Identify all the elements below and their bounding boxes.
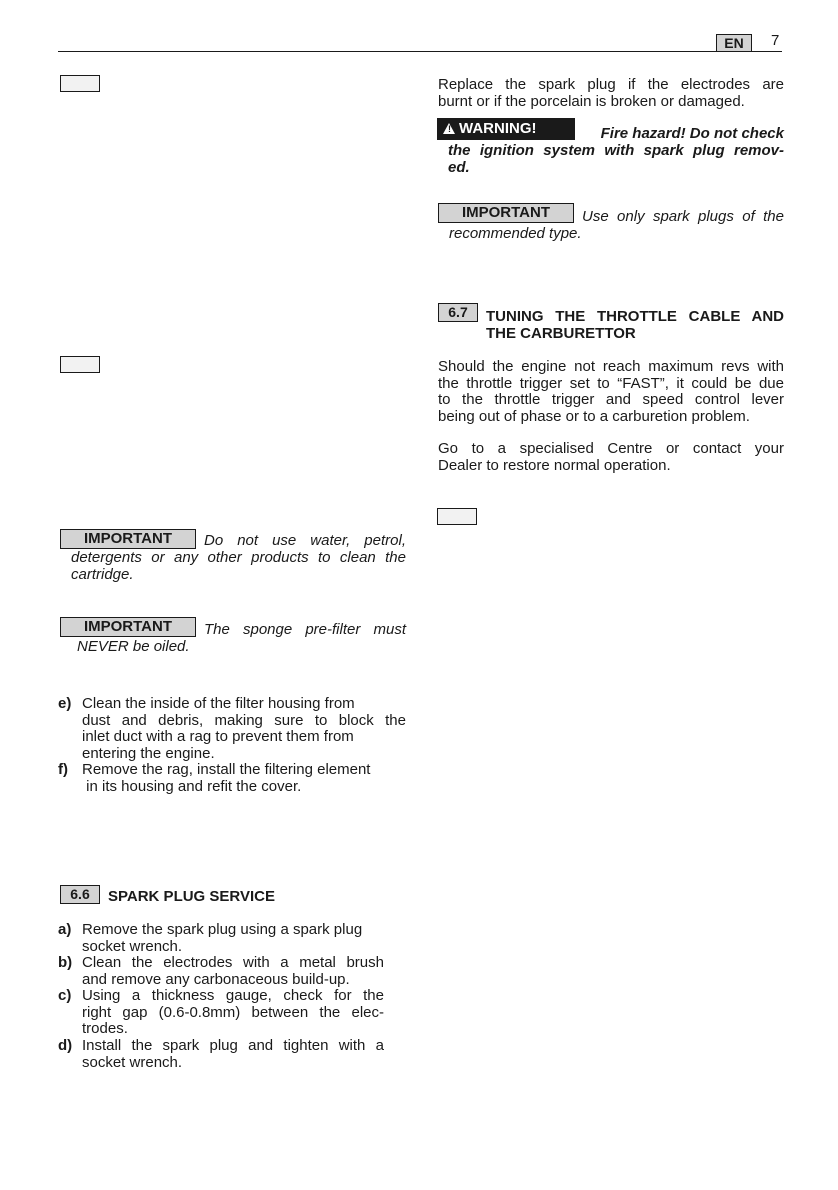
body-text-line: Dealer to restore normal operation.	[438, 456, 671, 474]
item-letter: b)	[58, 954, 73, 971]
figure-ref-box	[437, 508, 477, 525]
list-item	[58, 988, 384, 1038]
item-line: Install the spark plug and tighten with a	[82, 1037, 384, 1054]
important-text-line: detergents or any other products to clean the	[71, 549, 406, 566]
section-number: 6.6	[60, 885, 100, 904]
header-rule	[58, 51, 782, 52]
page-number: 7	[771, 32, 780, 49]
section-title: THE CARBURETTOR	[486, 325, 636, 342]
warning-text-line: the ignition system with spark plug remov-	[448, 142, 784, 159]
body-text-line: the throttle trigger set to “FAST”, it could be due	[438, 374, 784, 392]
body-text-line: being out of phase or to a carburetion problem.	[438, 407, 750, 425]
item-letter: a)	[58, 921, 72, 938]
item-line: socket wrench.	[82, 1053, 183, 1071]
important-text-line: Do not use water, petrol,	[204, 532, 406, 549]
section-title: TUNING THE THROTTLE CABLE AND	[486, 308, 784, 325]
item-line: and remove any carbonaceous build-up.	[82, 970, 350, 988]
paragraph	[438, 441, 784, 474]
important-text-line: Use only spark plugs of the	[582, 208, 784, 225]
important-label: IMPORTANT	[438, 203, 574, 223]
important-label: IMPORTANT	[60, 617, 196, 637]
warning-icon: !	[443, 123, 455, 134]
item-line: socket wrench.	[82, 937, 183, 955]
list-item	[58, 1038, 384, 1071]
important-text-line: cartridge.	[71, 566, 134, 583]
language-badge: EN	[716, 34, 752, 52]
item-line: Clean the inside of the filter housing from	[82, 695, 355, 712]
paragraph	[438, 359, 784, 425]
list-item	[58, 955, 384, 988]
section-number: 6.7	[438, 303, 478, 322]
item-line: right gap (0.6-0.8mm) between the elec-	[82, 1003, 384, 1021]
body-text-line: burnt or if the porcelain is broken or damaged.	[438, 93, 745, 110]
body-text-line: Go to a specialised Centre or contact your	[438, 440, 784, 457]
body-text-line: Should the engine not reach maximum revs with	[438, 358, 784, 375]
figure-ref-box	[60, 356, 100, 373]
important-text-line: NEVER be oiled.	[77, 638, 190, 655]
item-letter: f)	[58, 761, 68, 778]
item-line: entering the engine.	[82, 744, 215, 762]
figure-ref-box	[60, 75, 100, 92]
important-text-line: The sponge pre-filter must	[204, 621, 406, 638]
important-text-line: recommended type.	[449, 225, 582, 242]
item-line: dust and debris, making sure to block the	[82, 711, 406, 729]
warning-text-line: ed.	[448, 159, 470, 176]
item-line: inlet duct with a rag to prevent them from	[82, 728, 354, 745]
item-line: Remove the spark plug using a spark plug	[82, 921, 363, 938]
list-item	[58, 922, 384, 955]
body-text-line: to the throttle trigger and speed control lever	[438, 391, 784, 408]
important-label: IMPORTANT	[60, 529, 196, 549]
section-title: SPARK PLUG SERVICE	[108, 888, 275, 905]
body-text-line: Replace the spark plug if the electrodes are	[438, 76, 784, 93]
list-item	[58, 696, 406, 762]
item-letter: c)	[58, 987, 72, 1004]
warning-text-line: Fire hazard! Do not check	[600, 125, 784, 142]
item-line: Using a thickness gauge, check for the	[82, 987, 384, 1004]
item-line: Remove the rag, install the filtering element	[82, 761, 371, 778]
item-line: trodes.	[82, 1020, 128, 1037]
warning-label: ! WARNING!	[437, 118, 575, 140]
list-item	[58, 762, 408, 795]
item-letter: e)	[58, 695, 72, 712]
item-line: Clean the electrodes with a metal brush	[82, 954, 384, 971]
item-line: in its housing and refit the cover.	[82, 777, 302, 795]
item-letter: d)	[58, 1037, 73, 1054]
